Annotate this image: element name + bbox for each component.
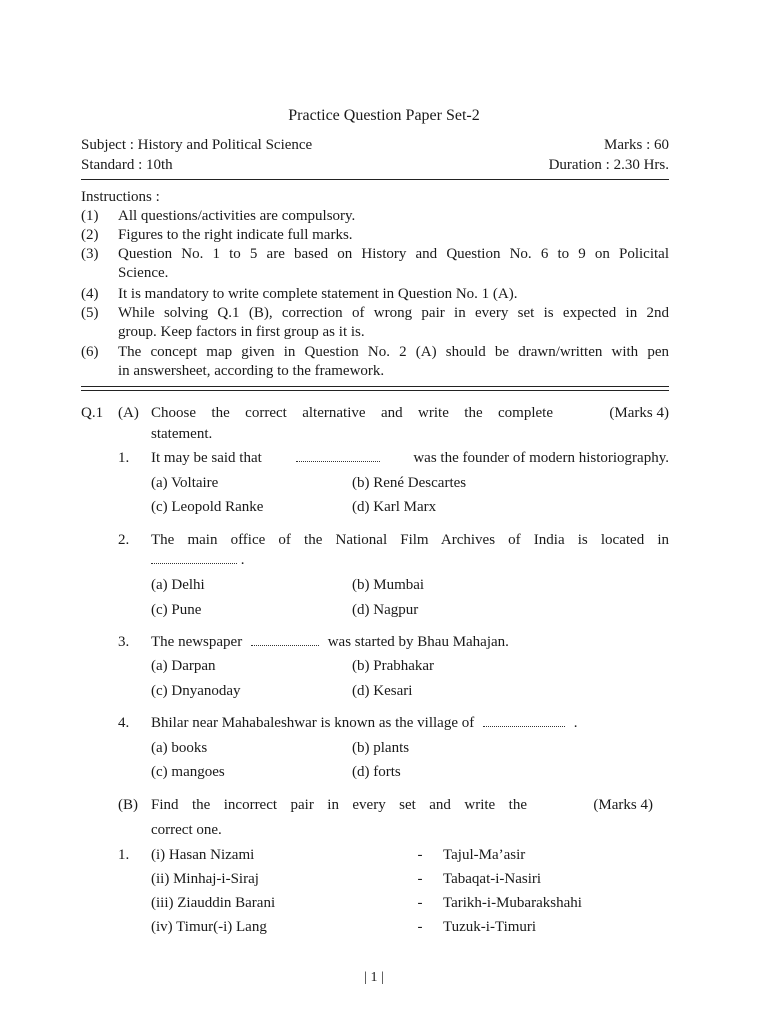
marks-total: Marks : 60 (604, 137, 669, 153)
mcq-text: . (573, 715, 578, 731)
mcq-option: (b) plants (352, 740, 410, 756)
pair-right: Tuzuk-i-Timuri (443, 919, 537, 935)
instruction-text: The concept map given in Question No. 2 (A) should be drawn/written with pen (118, 344, 669, 360)
fill-blank (483, 714, 565, 727)
fill-blank (296, 449, 380, 462)
paper-title: Practice Question Paper Set-2 (288, 107, 480, 124)
part-b-instruction: Find the incorrect pair in every set and write the (151, 797, 527, 813)
pair-dash: - (417, 919, 423, 935)
instruction-text: While solving Q.1 (B), correction of wrong pair in every set is expected in 2nd (118, 305, 669, 321)
instructions-divider-bottom (81, 390, 669, 391)
mcq-question (151, 714, 577, 733)
instruction-text: Figures to the right indicate full marks. (118, 227, 353, 243)
instruction-number: (1) (81, 208, 99, 224)
mcq-option: (a) Darpan (151, 658, 216, 674)
mcq-text: The newspaper (151, 634, 243, 650)
pair-right: Tabaqat-i-Nasiri (443, 871, 542, 887)
instruction-text: Science. (118, 265, 169, 281)
mcq-option: (c) mangoes (151, 764, 225, 780)
mcq-question (151, 449, 669, 468)
part-b-marks: (Marks 4) (593, 797, 653, 813)
standard-line: Standard : 10th (81, 157, 173, 173)
mcq-option: (b) Prabhakar (352, 658, 435, 674)
instruction-text: All questions/activities are compulsory. (118, 208, 356, 224)
part-label: (B) (118, 797, 138, 813)
pair-right: Tajul-Ma’asir (443, 847, 526, 863)
instructions-heading: Instructions : (81, 189, 160, 205)
mcq-text: was started by Bhau Mahajan. (327, 634, 509, 650)
mcq-number: 1. (118, 450, 130, 466)
mcq-option: (d) forts (352, 764, 401, 780)
mcq-option: (d) Kesari (352, 683, 413, 699)
mcq-number: 3. (118, 634, 130, 650)
fill-blank (151, 551, 237, 564)
mcq-option: (a) Voltaire (151, 475, 219, 491)
question-number: Q.1 (81, 405, 104, 421)
part-b-instruction-cont: correct one. (151, 822, 222, 838)
subject-line: Subject : History and Political Science (81, 137, 313, 153)
mcq-text: was the founder of modern historiography. (413, 450, 669, 466)
mcq-number: 2. (118, 532, 130, 548)
mcq-option: (a) books (151, 740, 208, 756)
pair-left: (iii) Ziauddin Barani (151, 895, 276, 911)
mcq-option: (b) René Descartes (352, 475, 467, 491)
instruction-number: (4) (81, 286, 99, 302)
mcq-option: (d) Nagpur (352, 602, 419, 618)
mcq-text: Bhilar near Mahabaleshwar is known as the village of (151, 715, 475, 731)
duration-line: Duration : 2.30 Hrs. (548, 157, 669, 173)
mcq-question (151, 633, 509, 652)
mcq-number: 4. (118, 715, 130, 731)
instructions-divider-top (81, 386, 669, 387)
mcq-text: . (240, 552, 245, 568)
pair-left: (i) Hasan Nizami (151, 847, 255, 863)
mcq-option: (c) Dnyanoday (151, 683, 241, 699)
mcq-option: (d) Karl Marx (352, 499, 437, 515)
set-number: 1. (118, 847, 130, 863)
page-number: | 1 | (364, 970, 384, 985)
mcq-text: The main office of the National Film Archives of India is located in (151, 532, 669, 548)
part-a-marks: (Marks 4) (609, 405, 669, 421)
mcq-text: It may be said that (151, 450, 262, 466)
pair-dash: - (417, 895, 423, 911)
part-label: (A) (118, 405, 139, 421)
mcq-option: (c) Pune (151, 602, 202, 618)
part-a-instruction-cont: statement. (151, 426, 213, 442)
instruction-text: Question No. 1 to 5 are based on History and Question No. 6 to 9 on Policital (118, 246, 669, 262)
pair-left: (iv) Timur(-i) Lang (151, 919, 267, 935)
instruction-number: (6) (81, 344, 99, 360)
fill-blank (251, 633, 319, 646)
mcq-option: (c) Leopold Ranke (151, 499, 264, 515)
mcq-question-cont (151, 551, 245, 570)
instruction-text: group. Keep factors in first group as it is. (118, 324, 365, 340)
instruction-number: (2) (81, 227, 99, 243)
instruction-number: (5) (81, 305, 99, 321)
mcq-option: (a) Delhi (151, 577, 205, 593)
pair-dash: - (417, 847, 423, 863)
pair-dash: - (417, 871, 423, 887)
pair-left: (ii) Minhaj-i-Siraj (151, 871, 259, 887)
instruction-number: (3) (81, 246, 99, 262)
pair-right: Tarikh-i-Mubarakshahi (443, 895, 582, 911)
instruction-text: in answersheet, according to the framework. (118, 363, 385, 379)
header-divider (81, 179, 669, 180)
part-a-instruction: Choose the correct alternative and write the complete (151, 405, 553, 421)
instruction-text: It is mandatory to write complete statement in Question No. 1 (A). (118, 286, 518, 302)
mcq-option: (b) Mumbai (352, 577, 425, 593)
